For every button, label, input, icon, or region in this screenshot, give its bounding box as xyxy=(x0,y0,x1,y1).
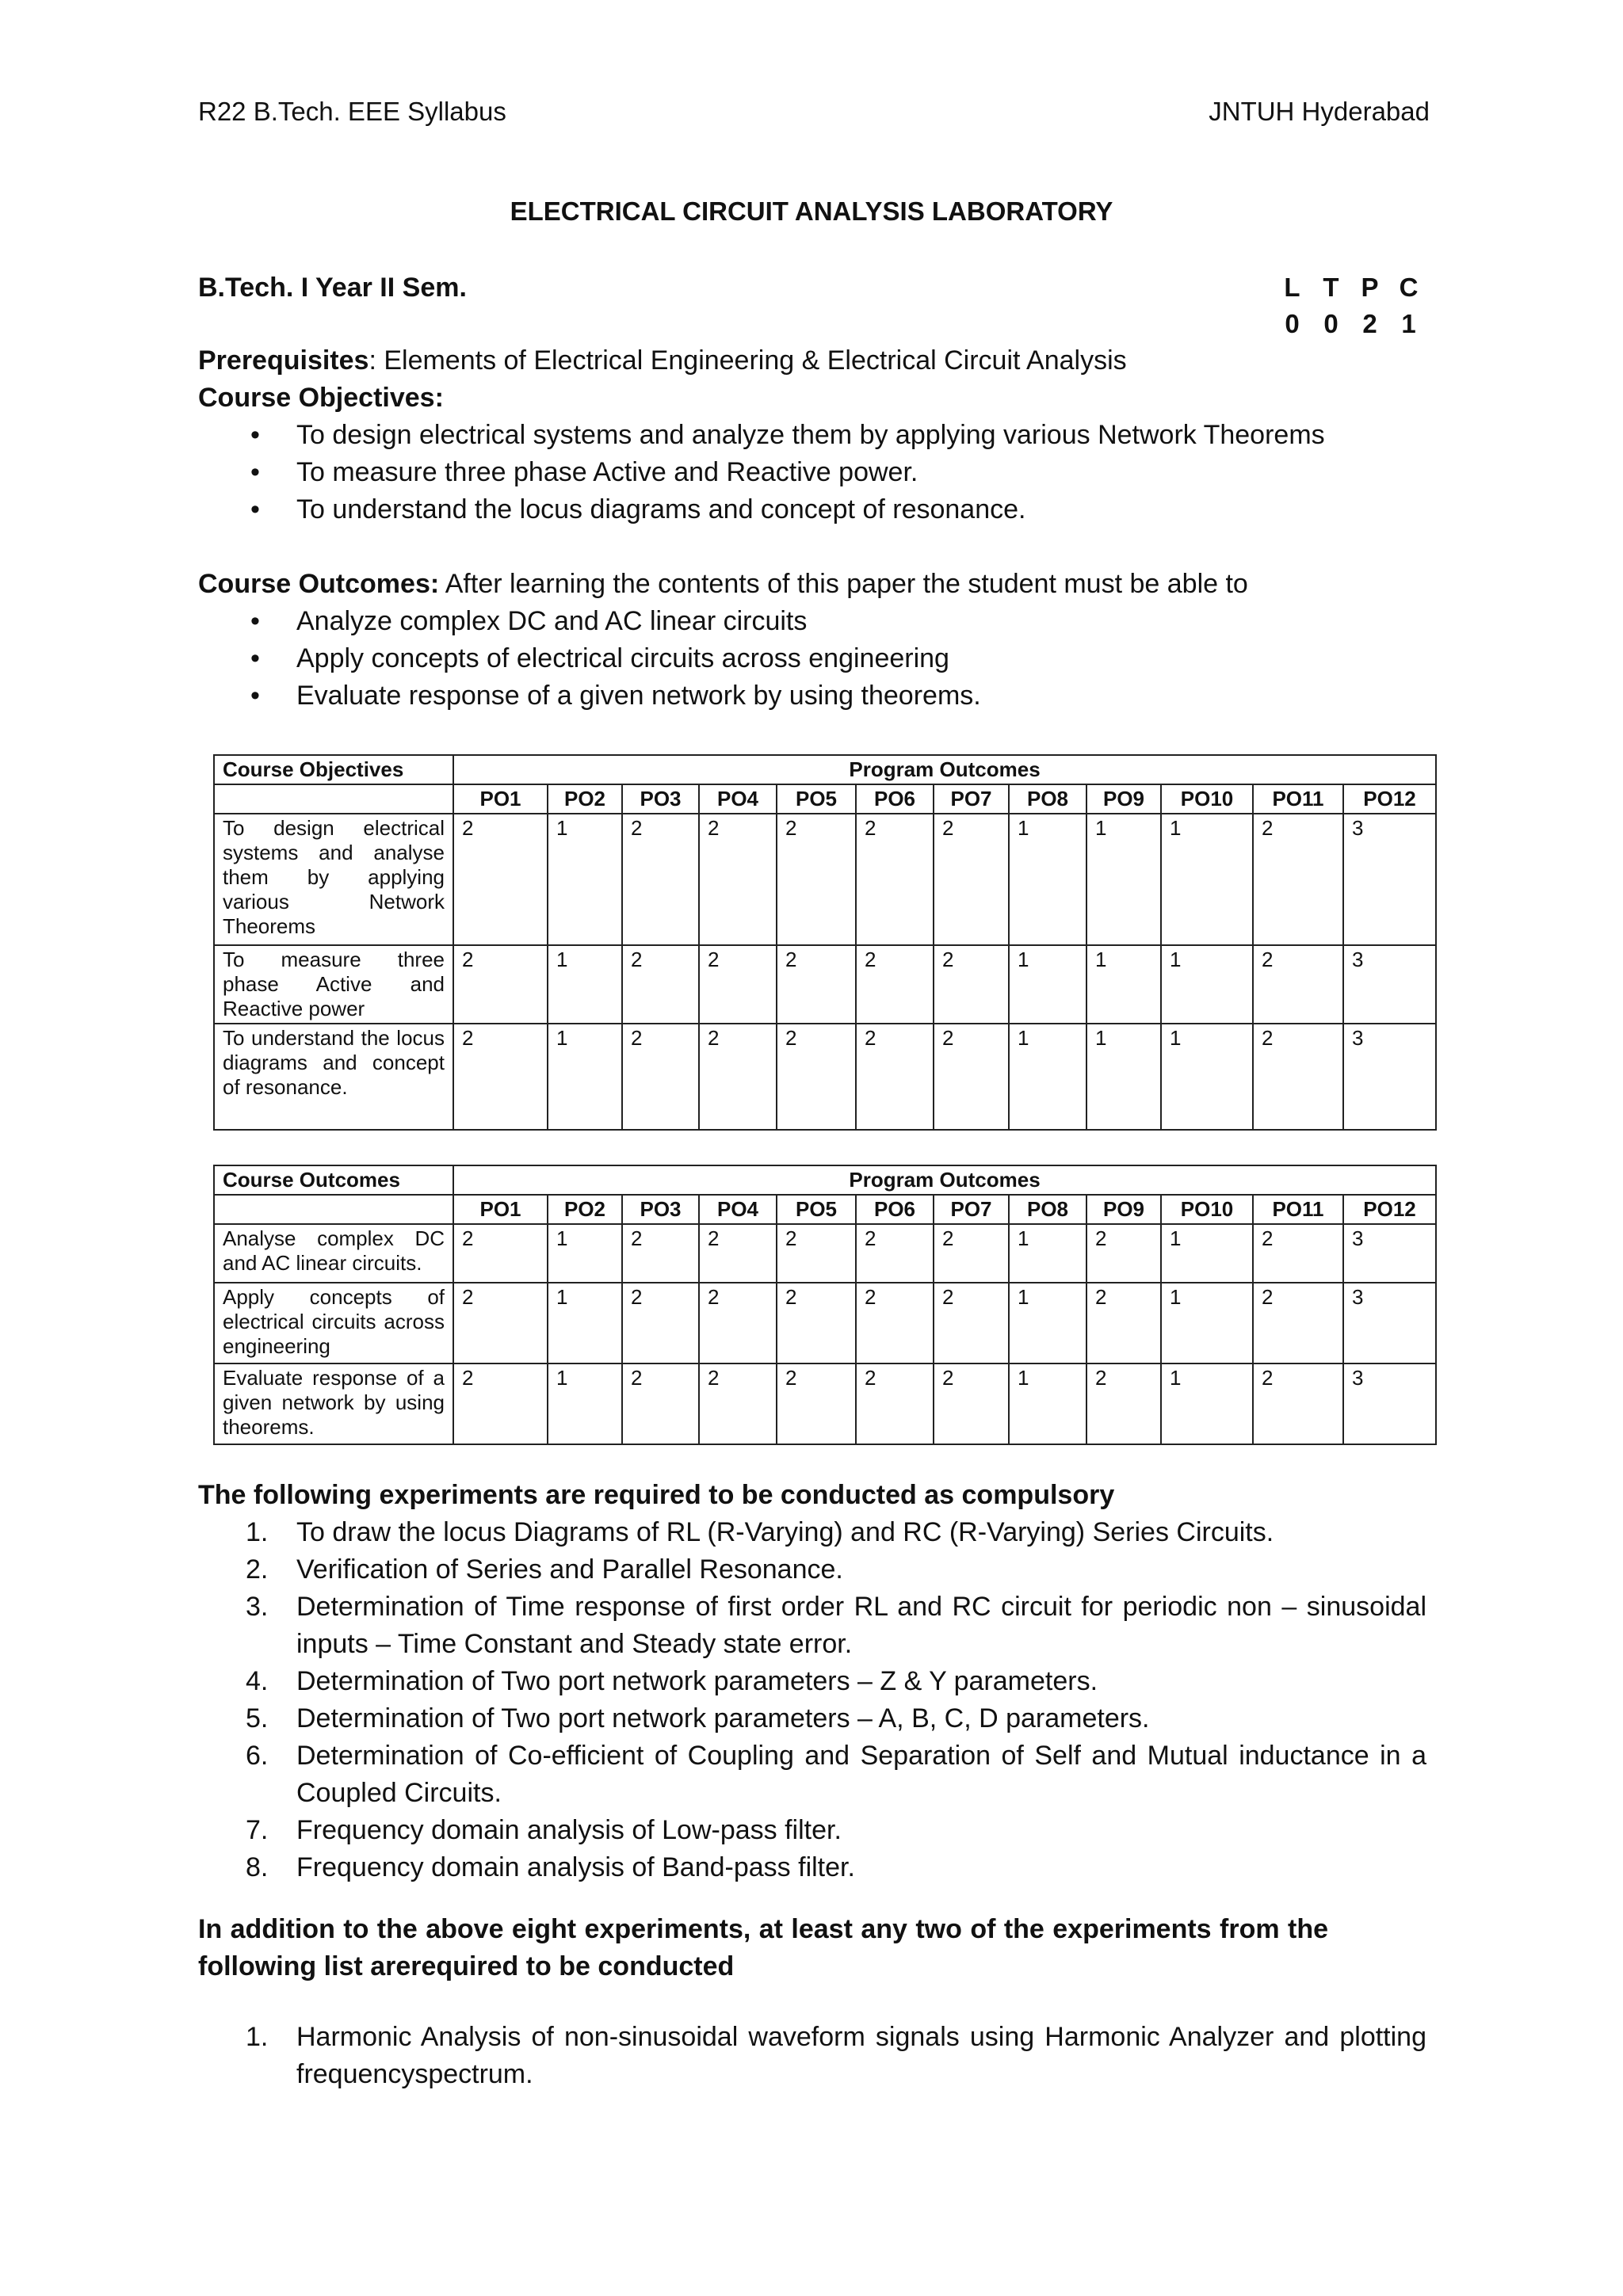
cell: 2 xyxy=(777,1224,856,1283)
cell: 2 xyxy=(699,1224,777,1283)
po-header: PO6 xyxy=(856,1195,934,1224)
list-item xyxy=(198,1700,1426,1737)
cell: 2 xyxy=(453,1363,548,1444)
cell: 3 xyxy=(1343,1024,1436,1130)
ltpc-value-l: 0 xyxy=(1285,309,1300,338)
compulsory-heading: The following experiments are required to be conducted as compulsory xyxy=(198,1480,1115,1510)
cell: 2 xyxy=(1086,1224,1161,1283)
cell: 2 xyxy=(1253,1363,1343,1444)
cell: 2 xyxy=(622,1283,699,1363)
row-label: To design electrical systems and analyse them by applying various Network Theorems xyxy=(214,814,453,945)
cell: 2 xyxy=(777,1363,856,1444)
po-header: PO1 xyxy=(453,1195,548,1224)
cell: 2 xyxy=(622,1024,699,1130)
cell: 2 xyxy=(856,814,934,945)
item-text: Determination of Two port network parameters – A, B, C, D parameters. xyxy=(296,1703,1150,1733)
cell: 1 xyxy=(1086,1024,1161,1130)
po-header: PO7 xyxy=(934,1195,1009,1224)
cell: 2 xyxy=(934,814,1009,945)
table-header-row xyxy=(214,755,1436,784)
prerequisites-label: Prerequisites xyxy=(198,345,369,376)
row-label: To understand the locus diagrams and concept of resonance. xyxy=(214,1024,453,1130)
cell: 2 xyxy=(777,1024,856,1130)
item-text: To draw the locus Diagrams of RL (R-Varying) and RC (R-Varying) Series Circuits. xyxy=(296,1517,1274,1547)
cell: 2 xyxy=(934,1363,1009,1444)
po-header: PO5 xyxy=(777,1195,856,1224)
course-objectives-heading: Course Objectives: xyxy=(198,383,444,413)
table-row xyxy=(214,1363,1436,1444)
additional-heading: In addition to the above eight experiments, at least any two of the experiments from the following list arerequired to be conducted xyxy=(198,1914,1328,1981)
item-number: 1. xyxy=(246,2022,269,2052)
cell: 2 xyxy=(699,1283,777,1363)
objective-item: • To measure three phase Active and Reactive power. xyxy=(198,454,1434,491)
cell: 2 xyxy=(453,814,548,945)
po-header: PO6 xyxy=(856,784,934,814)
cell: 1 xyxy=(1161,1363,1253,1444)
cell: 2 xyxy=(699,945,777,1024)
ltpc-label-c: C xyxy=(1399,273,1419,302)
item-number: 5. xyxy=(246,1703,269,1733)
item-number: 7. xyxy=(246,1815,269,1845)
ltpc-block xyxy=(1273,269,1428,342)
empty-cell xyxy=(214,784,453,814)
cell: 2 xyxy=(934,1024,1009,1130)
cell: 1 xyxy=(1009,945,1086,1024)
cell: 2 xyxy=(856,945,934,1024)
item-text: Determination of Co-efficient of Coupling and Separation of Self and Mutual inductance in a Coupled Circuits. xyxy=(296,1741,1426,1808)
item-text: Verification of Series and Parallel Resonance. xyxy=(296,1554,843,1585)
cell: 3 xyxy=(1343,814,1436,945)
outcome-item: • Analyze complex DC and AC linear circuits xyxy=(198,603,1434,640)
list-item xyxy=(198,2019,1426,2093)
compulsory-section xyxy=(198,1477,1434,1886)
course-objectives-section xyxy=(198,379,1434,528)
table-row xyxy=(214,814,1436,945)
ltpc-label-p: P xyxy=(1361,273,1379,302)
item-number: 8. xyxy=(246,1852,269,1882)
cell: 2 xyxy=(699,1363,777,1444)
item-text: Harmonic Analysis of non-sinusoidal waveform signals using Harmonic Analyzer and plotting frequencyspectrum. xyxy=(296,2022,1426,2089)
table-row xyxy=(214,1024,1436,1130)
table-header-row xyxy=(214,1165,1436,1195)
cell: 1 xyxy=(548,945,622,1024)
outcome-item: • Apply concepts of electrical circuits across engineering xyxy=(198,640,1434,677)
outcome-item: • Evaluate response of a given network by using theorems. xyxy=(198,677,1434,715)
item-number: 1. xyxy=(246,1517,269,1547)
table-po-row xyxy=(214,1195,1436,1224)
po-header: PO3 xyxy=(622,784,699,814)
cell: 2 xyxy=(1253,1024,1343,1130)
cell: 2 xyxy=(622,945,699,1024)
po-header: PO9 xyxy=(1086,784,1161,814)
list-item xyxy=(198,1589,1426,1663)
list-item xyxy=(198,1812,1426,1849)
cell: 2 xyxy=(934,945,1009,1024)
cell: 2 xyxy=(1253,1283,1343,1363)
cell: 1 xyxy=(1161,1224,1253,1283)
cell: 1 xyxy=(1009,1363,1086,1444)
cell: 1 xyxy=(548,1024,622,1130)
item-text: Determination of Two port network parameters – Z & Y parameters. xyxy=(296,1666,1098,1696)
po-header: PO1 xyxy=(453,784,548,814)
list-item xyxy=(198,1514,1426,1551)
po-header: PO10 xyxy=(1161,1195,1253,1224)
ltpc-values xyxy=(1273,306,1428,342)
item-number: 4. xyxy=(246,1666,269,1696)
cell: 2 xyxy=(453,945,548,1024)
cell: 2 xyxy=(453,1024,548,1130)
po-header: PO8 xyxy=(1009,1195,1086,1224)
course-objectives-list xyxy=(198,417,1434,528)
additional-section xyxy=(198,2019,1434,2093)
cell: 2 xyxy=(777,945,856,1024)
row-label: To measure three phase Active and Reactive power xyxy=(214,945,453,1024)
col-course-outcomes: Course Outcomes xyxy=(214,1165,453,1195)
po-header: PO10 xyxy=(1161,784,1253,814)
cell: 2 xyxy=(453,1283,548,1363)
list-item xyxy=(198,1551,1426,1589)
cell: 2 xyxy=(699,814,777,945)
cell: 1 xyxy=(1086,814,1161,945)
additional-list xyxy=(198,2019,1434,2093)
row-label: Apply concepts of electrical circuits across engineering xyxy=(214,1283,453,1363)
cell: 2 xyxy=(1253,1224,1343,1283)
cell: 1 xyxy=(1161,1024,1253,1130)
item-number: 6. xyxy=(246,1741,269,1771)
item-text: Frequency domain analysis of Low-pass filter. xyxy=(296,1815,842,1845)
cell: 2 xyxy=(856,1024,934,1130)
row-label: Analyse complex DC and AC linear circuits. xyxy=(214,1224,453,1283)
po-header: PO11 xyxy=(1253,784,1343,814)
header-left: R22 B.Tech. EEE Syllabus xyxy=(198,97,506,126)
cell: 3 xyxy=(1343,1224,1436,1283)
item-number: 3. xyxy=(246,1592,269,1622)
po-header: PO2 xyxy=(548,1195,622,1224)
objective-item: • To design electrical systems and analyze them by applying various Network Theorems xyxy=(198,417,1434,454)
cell: 1 xyxy=(1009,1024,1086,1130)
cell: 2 xyxy=(622,1363,699,1444)
cell: 3 xyxy=(1343,1363,1436,1444)
ltpc-labels xyxy=(1273,269,1428,306)
po-header: PO2 xyxy=(548,784,622,814)
col-program-outcomes: Program Outcomes xyxy=(453,1165,1436,1195)
ltpc-label-l: L xyxy=(1284,273,1300,302)
col-program-outcomes: Program Outcomes xyxy=(453,755,1436,784)
cell: 1 xyxy=(548,1224,622,1283)
cell: 1 xyxy=(548,1363,622,1444)
item-text: Determination of Time response of first order RL and RC circuit for periodic non – sinusoidal inputs – Time Constant and Steady state error. xyxy=(296,1592,1426,1659)
cell: 2 xyxy=(1253,814,1343,945)
po-header: PO9 xyxy=(1086,1195,1161,1224)
cell: 2 xyxy=(1086,1283,1161,1363)
empty-cell xyxy=(214,1195,453,1224)
table-po-row xyxy=(214,784,1436,814)
cell: 1 xyxy=(1161,814,1253,945)
ltpc-value-t: 0 xyxy=(1323,309,1338,338)
cell: 1 xyxy=(548,814,622,945)
cell: 1 xyxy=(1161,1283,1253,1363)
cell: 2 xyxy=(453,1224,548,1283)
cell: 2 xyxy=(856,1283,934,1363)
po-header: PO4 xyxy=(699,784,777,814)
cell: 1 xyxy=(1086,945,1161,1024)
page-title: ELECTRICAL CIRCUIT ANALYSIS LABORATORY xyxy=(510,196,1113,226)
course-outcomes-section xyxy=(198,566,1434,715)
row-label: Evaluate response of a given network by using theorems. xyxy=(214,1363,453,1444)
po-header: PO3 xyxy=(622,1195,699,1224)
header-right: JNTUH Hyderabad xyxy=(1209,97,1430,126)
course-outcomes-intro-line xyxy=(198,566,1434,603)
col-course-objectives: Course Objectives xyxy=(214,755,453,784)
cell: 2 xyxy=(934,1283,1009,1363)
item-number: 2. xyxy=(246,1554,269,1585)
po-header: PO5 xyxy=(777,784,856,814)
cell: 2 xyxy=(699,1024,777,1130)
item-text: Frequency domain analysis of Band-pass filter. xyxy=(296,1852,855,1882)
table-row xyxy=(214,1224,1436,1283)
cell: 1 xyxy=(1161,945,1253,1024)
po-header: PO8 xyxy=(1009,784,1086,814)
po-header: PO11 xyxy=(1253,1195,1343,1224)
prerequisites xyxy=(198,342,1434,379)
cell: 2 xyxy=(622,814,699,945)
cell: 2 xyxy=(777,814,856,945)
objectives-po-table xyxy=(213,754,1437,1131)
po-header: PO12 xyxy=(1343,1195,1436,1224)
po-header: PO7 xyxy=(934,784,1009,814)
list-item xyxy=(198,1663,1426,1700)
cell: 1 xyxy=(1009,1224,1086,1283)
outcomes-po-table xyxy=(213,1165,1437,1445)
list-item xyxy=(198,1737,1426,1812)
cell: 1 xyxy=(1009,1283,1086,1363)
cell: 2 xyxy=(856,1363,934,1444)
list-item xyxy=(198,1849,1426,1886)
ltpc-label-t: T xyxy=(1323,273,1339,302)
table-row xyxy=(214,1283,1436,1363)
cell: 3 xyxy=(1343,1283,1436,1363)
po-header: PO4 xyxy=(699,1195,777,1224)
objective-item: • To understand the locus diagrams and concept of resonance. xyxy=(198,491,1434,528)
cell: 2 xyxy=(777,1283,856,1363)
semester-label: B.Tech. I Year II Sem. xyxy=(198,273,467,303)
cell: 2 xyxy=(622,1224,699,1283)
cell: 1 xyxy=(548,1283,622,1363)
table-row xyxy=(214,945,1436,1024)
prerequisites-text: : Elements of Electrical Engineering & Electrical Circuit Analysis xyxy=(369,345,1127,376)
compulsory-list xyxy=(198,1514,1434,1886)
course-outcomes-list xyxy=(198,603,1434,715)
po-header: PO12 xyxy=(1343,784,1436,814)
cell: 2 xyxy=(856,1224,934,1283)
ltpc-value-p: 2 xyxy=(1362,309,1377,338)
course-outcomes-heading: Course Outcomes: xyxy=(198,569,440,599)
cell: 2 xyxy=(1086,1363,1161,1444)
cell: 1 xyxy=(1009,814,1086,945)
cell: 3 xyxy=(1343,945,1436,1024)
course-outcomes-intro: After learning the contents of this paper the student must be able to xyxy=(439,569,1248,599)
cell: 2 xyxy=(934,1224,1009,1283)
ltpc-value-c: 1 xyxy=(1401,309,1416,338)
cell: 2 xyxy=(1253,945,1343,1024)
